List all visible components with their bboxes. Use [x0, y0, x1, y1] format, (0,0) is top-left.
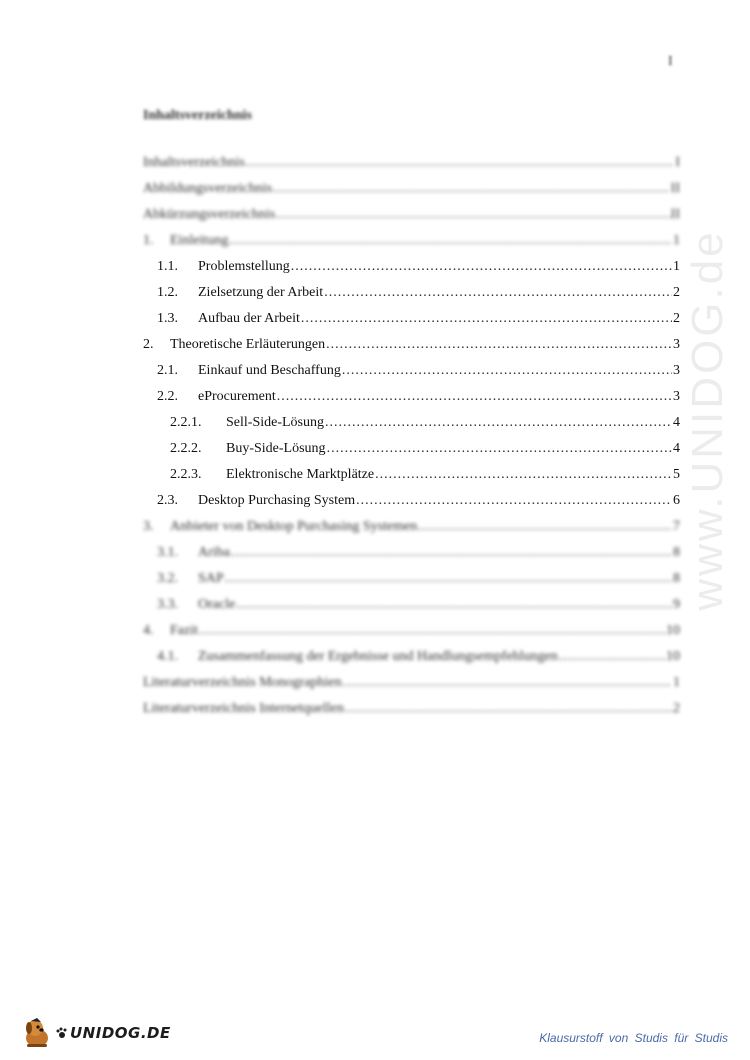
footer-tagline: Klausurstoff von Studis für Studis	[539, 1031, 728, 1045]
toc-leader-dots	[229, 233, 672, 249]
toc-entry-page: 1	[673, 233, 680, 248]
toc-entry-page: 2	[673, 285, 680, 300]
toc-entry-page: 1	[673, 675, 680, 690]
toc-entry-page: 3	[673, 337, 680, 352]
toc-entry-number: 2.2.3.	[170, 467, 202, 482]
logo-text: UNIDOG.DE	[70, 1024, 171, 1042]
toc-entry-title: Ariba	[198, 545, 230, 560]
toc-entry[interactable]	[143, 441, 680, 467]
toc-entry[interactable]	[143, 701, 680, 727]
toc-entry-title: Zusammenfassung der Ergebnisse und Handlungsempfehlungen	[198, 649, 558, 664]
toc-entry-page: II	[670, 181, 680, 196]
toc-entry-number: 1.	[143, 233, 154, 248]
watermark-text: www.UNIDOG.de	[683, 229, 732, 611]
toc-leader-dots	[273, 181, 670, 197]
toc-entry[interactable]	[143, 285, 680, 311]
toc-entry-number: 2.2.2.	[170, 441, 202, 456]
toc-entry-page: 2	[673, 701, 680, 716]
toc-entry-page: 3	[673, 363, 680, 378]
toc-entry-page: 9	[673, 597, 680, 612]
toc-entry-title: Literaturverzeichnis Monographien	[143, 675, 342, 690]
toc-entry-number: 2.1.	[157, 363, 178, 378]
toc-entry-number: 4.	[143, 623, 154, 638]
toc-entry[interactable]	[143, 649, 680, 675]
toc-entry-page: II	[670, 207, 680, 222]
toc-entry-page: I	[675, 155, 680, 170]
toc-leader-dots	[246, 155, 674, 171]
toc-entry-title: Aufbau der Arbeit	[198, 311, 300, 326]
toc-entry-page: 3	[673, 389, 680, 404]
toc-leader-dots	[324, 285, 672, 301]
table-of-contents	[143, 155, 680, 727]
toc-entry[interactable]	[143, 623, 680, 649]
toc-entry-title: Sell-Side-Lösung	[226, 415, 324, 430]
toc-entry-title: SAP	[198, 571, 224, 586]
toc-leader-dots	[418, 519, 672, 535]
toc-entry[interactable]	[143, 155, 680, 181]
toc-leader-dots	[342, 363, 672, 379]
toc-entry-number: 3.2.	[157, 571, 178, 586]
toc-entry-number: 2.2.	[157, 389, 178, 404]
toc-entry-page: 10	[666, 623, 680, 638]
toc-leader-dots	[327, 441, 672, 457]
toc-entry-title: Theoretische Erläuterungen	[170, 337, 326, 352]
toc-entry[interactable]	[143, 207, 680, 233]
toc-entry[interactable]	[143, 493, 680, 519]
paw-icon	[56, 1027, 68, 1039]
toc-entry-page: 4	[673, 415, 680, 430]
toc-leader-dots	[345, 701, 672, 717]
toc-entry[interactable]	[143, 311, 680, 337]
toc-leader-dots	[236, 597, 672, 613]
toc-entry[interactable]	[143, 597, 680, 623]
unidog-logo[interactable]	[22, 1016, 171, 1050]
toc-entry-title: Inhaltsverzeichnis	[143, 155, 245, 170]
toc-leader-dots	[326, 337, 672, 353]
toc-leader-dots	[375, 467, 672, 483]
toc-entry-title: Einkauf und Beschaffung	[198, 363, 341, 378]
toc-entry-page: 4	[673, 441, 680, 456]
toc-leader-dots	[225, 571, 672, 587]
toc-entry-number: 2.2.1.	[170, 415, 202, 430]
toc-leader-dots	[559, 649, 665, 665]
toc-leader-dots	[343, 675, 672, 691]
toc-entry-page: 7	[673, 519, 680, 534]
toc-leader-dots	[277, 389, 672, 405]
toc-entry-page: 2	[673, 311, 680, 326]
page-number: I	[668, 54, 673, 69]
toc-entry-number: 3.3.	[157, 597, 178, 612]
toc-entry[interactable]	[143, 467, 680, 493]
toc-entry-title: Oracle	[198, 597, 236, 612]
toc-entry-title: Einleitung	[170, 233, 229, 248]
toc-entry-title: Anbieter von Desktop Purchasing Systemen	[170, 519, 418, 534]
toc-entry-number: 1.2.	[157, 285, 178, 300]
toc-entry[interactable]	[143, 259, 680, 285]
toc-entry-title: Desktop Purchasing System	[198, 493, 356, 508]
toc-entry-title: Abbildungsverzeichnis	[143, 181, 273, 196]
toc-leader-dots	[291, 259, 672, 275]
toc-leader-dots	[325, 415, 672, 431]
toc-entry-number: 3.1.	[157, 545, 178, 560]
toc-entry-title: Literaturverzeichnis Internetquellen	[143, 701, 344, 716]
toc-entry-title: Fazit	[170, 623, 198, 638]
toc-entry[interactable]	[143, 545, 680, 571]
toc-entry-number: 4.1.	[157, 649, 178, 664]
toc-entry[interactable]	[143, 675, 680, 701]
toc-entry-page: 1	[673, 259, 680, 274]
toc-leader-dots	[301, 311, 672, 327]
toc-leader-dots	[199, 623, 665, 639]
toc-entry-page: 8	[673, 545, 680, 560]
toc-entry-title: eProcurement	[198, 389, 276, 404]
toc-entry[interactable]	[143, 363, 680, 389]
toc-entry-title: Buy-Side-Lösung	[226, 441, 326, 456]
toc-entry-page: 10	[666, 649, 680, 664]
toc-heading: Inhaltsverzeichnis	[143, 108, 252, 123]
dog-logo-icon	[22, 1016, 56, 1050]
toc-entry-number: 2.	[143, 337, 154, 352]
toc-entry-number: 2.3.	[157, 493, 178, 508]
toc-entry[interactable]	[143, 571, 680, 597]
toc-entry-title: Abkürzungsverzeichnis	[143, 207, 276, 222]
toc-entry[interactable]	[143, 337, 680, 363]
toc-entry-page: 6	[673, 493, 680, 508]
toc-entry[interactable]	[143, 415, 680, 441]
toc-leader-dots	[231, 545, 672, 561]
toc-entry[interactable]	[143, 181, 680, 207]
toc-entry-title: Problemstellung	[198, 259, 290, 274]
toc-entry[interactable]	[143, 233, 680, 259]
toc-entry-title: Elektronische Marktplätze	[226, 467, 375, 482]
toc-entry-title: Zielsetzung der Arbeit	[198, 285, 324, 300]
toc-entry-number: 1.1.	[157, 259, 178, 274]
toc-leader-dots	[356, 493, 672, 509]
toc-entry-page: 5	[673, 467, 680, 482]
toc-entry[interactable]	[143, 519, 680, 545]
toc-entry[interactable]	[143, 389, 680, 415]
toc-leader-dots	[276, 207, 669, 223]
toc-entry-number: 3.	[143, 519, 154, 534]
toc-entry-page: 8	[673, 571, 680, 586]
toc-entry-number: 1.3.	[157, 311, 178, 326]
